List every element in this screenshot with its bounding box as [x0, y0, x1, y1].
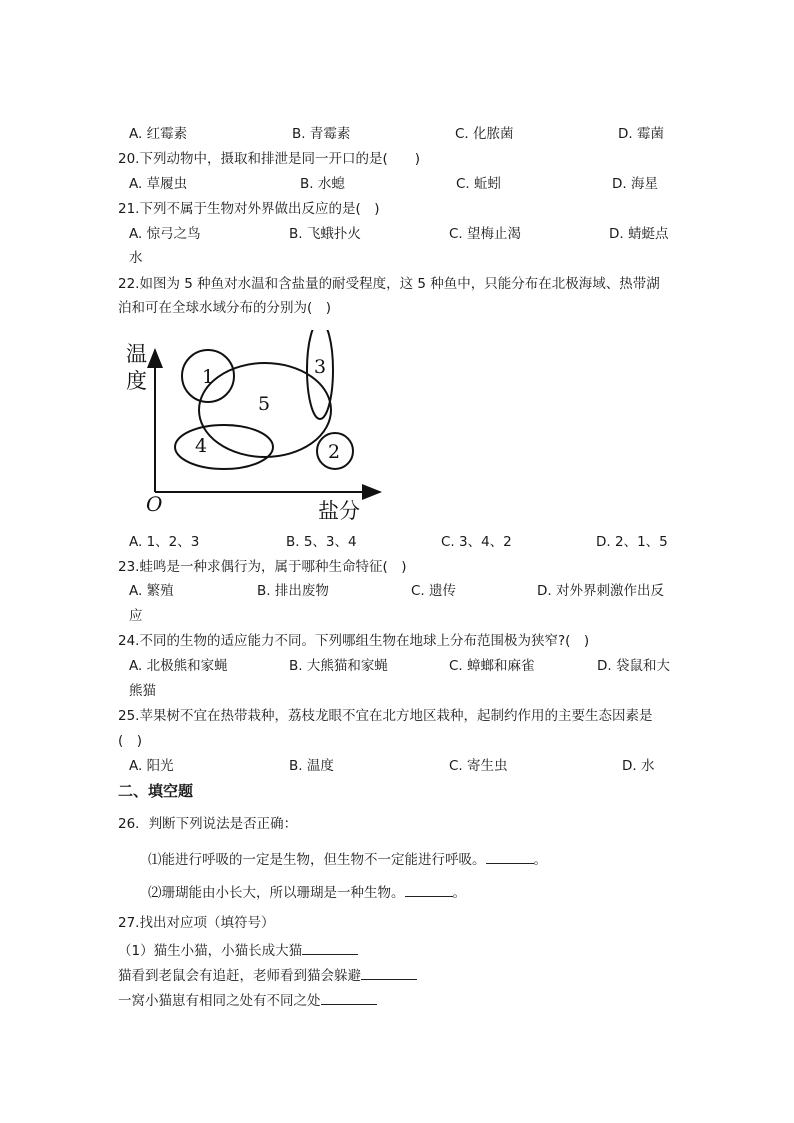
q24-stem: 24.不同的生物的适应能力不同。下列哪组生物在地球上分布范围极为狭窄?( ) [118, 633, 590, 649]
q27-line-3-text: 一窝小猫崽有相同之处有不同之处 [118, 993, 321, 1009]
q27-line-3 [118, 990, 377, 1010]
q24-option-b: B. 大熊猫和家蝇 [289, 658, 388, 674]
q25-stem-line1: 25.苹果树不宜在热带栽种，荔枝龙眼不宜在北方地区栽种，起制约作用的主要生态因素是 [118, 708, 653, 724]
q20-option-b: B. 水螅 [300, 176, 345, 192]
origin-label: O [146, 492, 163, 516]
q25-option-c: C. 寄生虫 [449, 758, 508, 774]
q27-line-2-text: 猫看到老鼠会有追赶，老师看到猫会躲避 [118, 968, 361, 984]
q19-option-b: B. 青霉素 [292, 126, 351, 142]
q19-option-c: C. 化脓菌 [455, 126, 514, 142]
q25-option-a: A. 阳光 [129, 758, 174, 774]
q21-option-b: B. 飞蛾扑火 [289, 226, 361, 242]
q23-stem: 23.蛙鸣是一种求偶行为，属于哪种生命特征( ) [118, 559, 407, 575]
q21-option-d-continued: 水 [129, 250, 143, 266]
q27-blank-3[interactable] [321, 990, 377, 1005]
q23-option-d: D. 对外界刺激作出反 [537, 583, 664, 599]
q26-blank-2[interactable] [405, 882, 453, 897]
q21-option-a: A. 惊弓之鸟 [129, 226, 201, 242]
q21-stem: 21.下列不属于生物对外界做出反应的是( ) [118, 201, 380, 217]
q23-option-c: C. 遗传 [411, 583, 457, 599]
q27-stem: 27.找出对应项（填符号） [118, 915, 275, 931]
q24-option-d-continued: 熊猫 [129, 683, 156, 699]
x-axis-label: 盐分 [318, 499, 360, 523]
q21-option-c: C. 望梅止渴 [449, 226, 522, 242]
q22-option-c: C. 3、4、2 [441, 534, 512, 550]
q20-option-d: D. 海星 [612, 176, 658, 192]
q27-blank-1[interactable] [302, 940, 358, 955]
y-axis-label-1: 温 [126, 342, 147, 366]
q24-option-d: D. 袋鼠和大 [597, 658, 670, 674]
q24-option-a: A. 北极熊和家蝇 [129, 658, 228, 674]
q24-option-c: C. 蟑螂和麻雀 [449, 658, 535, 674]
q23-option-d-continued: 应 [129, 608, 143, 624]
q26-statement-1-text: ⑴能进行呼吸的一定是生物，但生物不一定能进行呼吸。 [148, 852, 486, 868]
ellipse-3-label: 3 [314, 356, 327, 378]
q22-option-b: B. 5、3、4 [286, 534, 357, 550]
q22-stem-line1: 22.如图为 5 种鱼对水温和含盐量的耐受程度，这 5 种鱼中，只能分布在北极海域、热带湖 [118, 276, 660, 292]
y-axis-label-2: 度 [126, 369, 147, 393]
q26-blank-1[interactable] [486, 849, 534, 864]
q27-line-1 [118, 940, 358, 960]
q23-option-b: B. 排出废物 [257, 583, 329, 599]
q22-option-d: D. 2、1、5 [596, 534, 668, 550]
q26-statement-2-text: ⑵珊瑚能由小长大，所以珊瑚是一种生物。 [148, 885, 405, 901]
q19-option-a: A. 红霉素 [129, 126, 188, 142]
fish-tolerance-figure [118, 330, 398, 530]
q26-statement-1 [148, 849, 547, 869]
q20-option-a: A. 草履虫 [129, 176, 188, 192]
q25-option-d: D. 水 [622, 758, 655, 774]
ellipse-4-label: 4 [195, 435, 208, 457]
q21-option-d: D. 蜻蜓点 [609, 226, 669, 242]
q26-statement-2 [148, 882, 466, 902]
q22-option-a: A. 1、2、3 [129, 534, 200, 550]
q22-stem-line2: 泊和可在全球水域分布的分别为( ) [118, 300, 332, 316]
q27-line-1-text: （1）猫生小猫，小猫长成大猫 [118, 943, 303, 959]
q26-stem: 26．判断下列说法是否正确： [118, 816, 298, 832]
q27-line-2 [118, 965, 417, 985]
circle-2-label: 2 [328, 441, 341, 463]
circle-1-label: 1 [202, 366, 215, 388]
section-title: 二、填空题 [118, 782, 194, 800]
q20-option-c: C. 蚯蚓 [456, 176, 502, 192]
q23-option-a: A. 繁殖 [129, 583, 174, 599]
q27-blank-2[interactable] [361, 965, 417, 980]
q26-statement-1-end: 。 [533, 852, 547, 868]
q26-statement-2-end: 。 [452, 885, 466, 901]
ellipse-5-label: 5 [258, 393, 271, 415]
q25-stem-line2: ( ) [118, 733, 143, 749]
q20-stem: 20.下列动物中，摄取和排泄是同一开口的是( ) [118, 151, 421, 167]
q25-option-b: B. 温度 [289, 758, 334, 774]
q19-option-d: D. 霉菌 [618, 126, 664, 142]
